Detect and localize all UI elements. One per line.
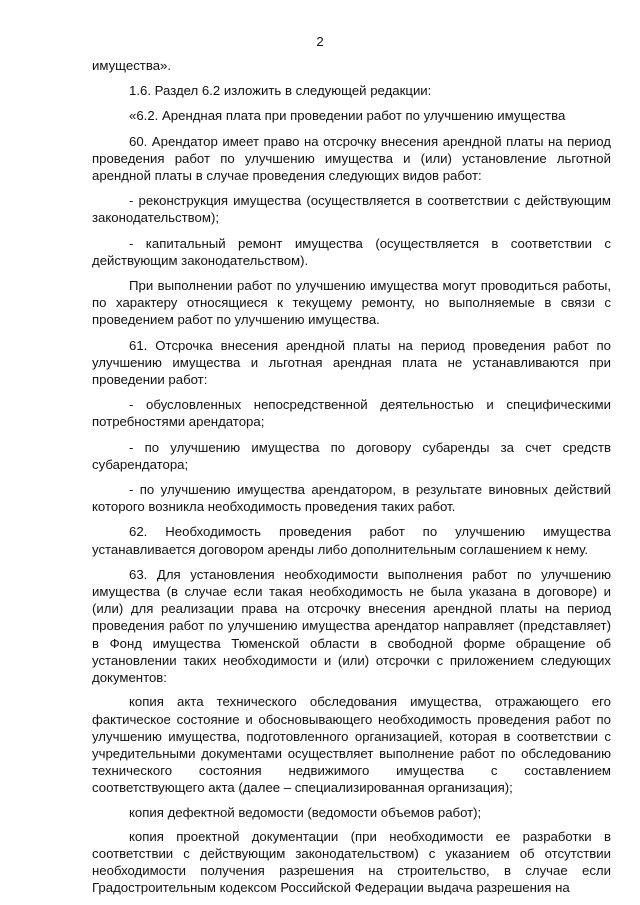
paragraph: имущества». [92,58,172,73]
paragraph: - капитальный ремонт имущества (осуществляется в соответствии с действующим законодательством). [92,235,611,268]
paragraph: - реконструкция имущества (осуществляется в соответствии с действующим законодательством); [92,193,611,226]
paragraph: - по улучшению имущества по договору субаренды за счет средств субарендатора; [92,439,611,472]
paragraph: - по улучшению имущества арендатором, в результате виновных действий которого возникла необходимость проведения таких работ. [92,482,611,515]
paragraph: «6.2. Арендная плата при проведении работ по улучшению имущества [129,108,566,124]
paragraph: копия дефектной ведомости (ведомости объемов работ); [129,804,482,820]
paragraph: 60. Арендатор имеет право на отсрочку внесения арендной платы на период проведения работ по улучшению имущества и (или) установление льготной арендной платы в случае проведения следующих видов работ: [92,133,611,184]
paragraph: 61. Отсрочка внесения арендной платы на период проведения работ по улучшению имущества и льготная арендная плата не устанавливаются при проведении работ: [92,337,611,388]
paragraph: 63. Для установления необходимости выполнения работ по улучшению имущества (в случае если такая необходимость не была указана в договоре) и (или) для реализации права на отсрочку внесения арендной платы на период проведения работ по улучшению имущества арендатор направляет (представляет) в Фонд имущества Тюменской области в свободной форме обращение об установлении таких необходимости и (или) отсрочки с приложением следующих документов: [92,566,611,686]
page-number: 2 [316,34,324,49]
paragraph: 1.6. Раздел 6.2 изложить в следующей редакции: [129,83,432,99]
paragraph: 62. Необходимость проведения работ по улучшению имущества устанавливается договором аренды либо дополнительным соглашением к нему. [92,524,611,557]
document-body [92,57,611,904]
paragraph: - обусловленных непосредственной деятельностью и специфическими потребностями арендатора; [92,397,611,430]
paragraph: копия проектной документации (при необходимости ее разработки в соответствии с действующим законодательством) с указанием об отсутствии необходимости получения разрешения на строительство, в случае если Градостроительным кодексом Российской Федерации выдача разрешения на [92,828,611,896]
paragraph: При выполнении работ по улучшению имущества могут проводиться работы, по характеру относящиеся к текущему ремонту, но выполняемые в связи с проведением работ по улучшению имущества. [92,278,611,328]
paragraph: копия акта технического обследования имущества, отражающего его фактическое состояние и обосновывающего необходимость проведения работ по улучшению имущества, подготовленного организацией, которая в соответствии с учредительными документами осуществляет выполнение работ по обследованию технического состояния недвижимого имущества с составлением соответствующего акта (далее – специализированная организация); [92,694,611,796]
